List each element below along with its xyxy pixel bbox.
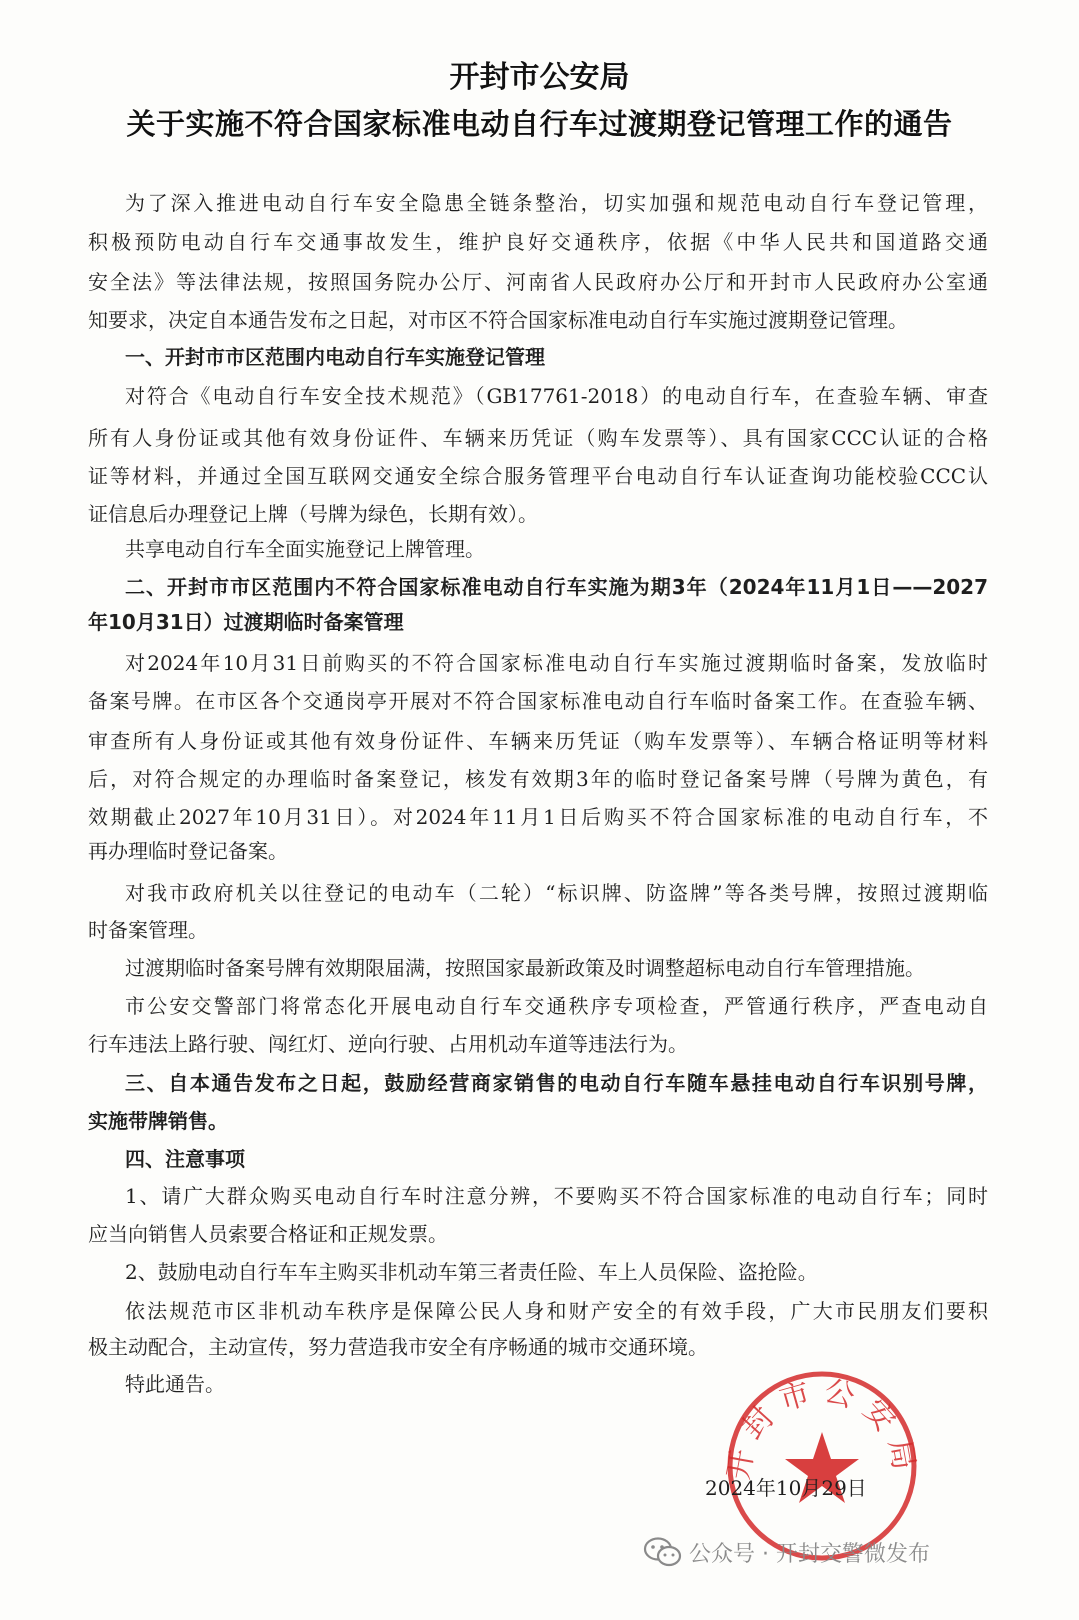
svg-text:开封市公安局: 开封市公安局: [722, 1373, 922, 1483]
body-text-line: 证信息后办理登记上牌（号牌为绿色，长期有效）。: [88, 502, 538, 526]
body-text-line: 应当向销售人员索要合格证和正规发票。: [88, 1222, 448, 1246]
section-heading-line: 一、开封市市区范围内电动自行车实施登记管理: [125, 345, 545, 369]
body-text-line: 审查所有人身份证或其他有效身份证件、车辆来历凭证（购车发票等）、车辆合格证明等材料: [88, 729, 988, 753]
body-text-line: 所有人身份证或其他有效身份证件、车辆来历凭证（购车发票等）、具有国家CCC认证的合格: [88, 426, 988, 450]
notice-issuer-title: 开封市公安局: [449, 60, 630, 95]
body-text-line: 为了深入推进电动自行车安全隐患全链条整治，切实加强和规范电动自行车登记管理，: [125, 191, 988, 215]
section-heading-line: 三、自本通告发布之日起，鼓励经营商家销售的电动自行车随车悬挂电动自行车识别号牌，: [125, 1071, 988, 1095]
body-text-line: 对2024年10月31日前购买的不符合国家标准电动自行车实施过渡期临时备案，发放临时: [125, 651, 988, 675]
body-text-line: 1、请广大群众购买电动自行车时注意分辨，不要购买不符合国家标准的电动自行车；同时: [125, 1184, 988, 1208]
body-text-line: 证等材料，并通过全国互联网交通安全综合服务管理平台电动自行车认证查询功能校验CCC认: [88, 464, 988, 488]
wechat-watermark: [643, 1532, 930, 1572]
body-text-line: 对我市政府机关以往登记的电动车（二轮）“标识牌、防盗牌”等各类号牌，按照过渡期临: [125, 881, 988, 905]
body-text-line: 效期截止2027年10月31日）。对2024年11月1日后购买不符合国家标准的电动自行车，不: [88, 805, 988, 829]
body-text-line: 依法规范市区非机动车秩序是保障公民人身和财产安全的有效手段，广大市民朋友们要积: [125, 1299, 988, 1323]
body-text-line: 市公安交警部门将常态化开展电动自行车交通秩序专项检查，严管通行秩序，严查电动自: [125, 994, 988, 1018]
body-text-line: 行车违法上路行驶、闯红灯、逆向行驶、占用机动车道等违法行为。: [88, 1032, 688, 1056]
body-text-line: 极主动配合，主动宣传，努力营造我市安全有序畅通的城市交通环境。: [88, 1335, 708, 1359]
body-text-line: 积极预防电动自行车交通事故发生，维护良好交通秩序，依据《中华人民共和国道路交通: [88, 230, 988, 254]
wechat-icon: [643, 1536, 683, 1568]
notice-title: 关于实施不符合国家标准电动自行车过渡期登记管理工作的通告: [126, 107, 953, 141]
body-text-line: 知要求，决定自本通告发布之日起，对市区不符合国家标准电动自行车实施过渡期登记管理。: [88, 308, 908, 332]
body-text-line: 2、鼓励电动自行车车主购买非机动车第三者责任险、车上人员保险、盗抢险。: [125, 1260, 818, 1284]
body-text-line: 共享电动自行车全面实施登记上牌管理。: [125, 537, 485, 561]
section-heading-line: 四、注意事项: [125, 1147, 245, 1171]
body-text-line: 过渡期临时备案号牌有效期限届满，按照国家最新政策及时调整超标电动自行车管理措施。: [125, 956, 925, 980]
body-text-line: 后，对符合规定的办理临时备案登记，核发有效期3年的临时登记备案号牌（号牌为黄色，有: [88, 767, 988, 791]
section-heading-line: 实施带牌销售。: [88, 1109, 228, 1133]
body-text-line: 对符合《电动自行车安全技术规范》（GB17761-2018）的电动自行车，在查验车辆、审查: [125, 384, 988, 408]
section-heading-line: 二、开封市市区范围内不符合国家标准电动自行车实施为期3年（2024年11月1日——2027: [125, 575, 988, 599]
notice-date: 2024年10月29日: [705, 1476, 867, 1500]
body-text-line: 时备案管理。: [88, 918, 208, 942]
watermark-text: 公众号 · 开封交警微发布: [689, 1541, 930, 1567]
section-heading-line: 年10月31日）过渡期临时备案管理: [88, 610, 404, 634]
body-text-line: 备案号牌。在市区各个交通岗亭开展对不符合国家标准电动自行车临时备案工作。在查验车辆、: [88, 689, 988, 713]
body-text-line: 安全法》等法律法规，按照国务院办公厅、河南省人民政府办公厅和开封市人民政府办公室通: [88, 270, 988, 294]
body-text-line: 特此通告。: [125, 1372, 225, 1396]
body-text-line: 再办理临时登记备案。: [88, 839, 288, 863]
